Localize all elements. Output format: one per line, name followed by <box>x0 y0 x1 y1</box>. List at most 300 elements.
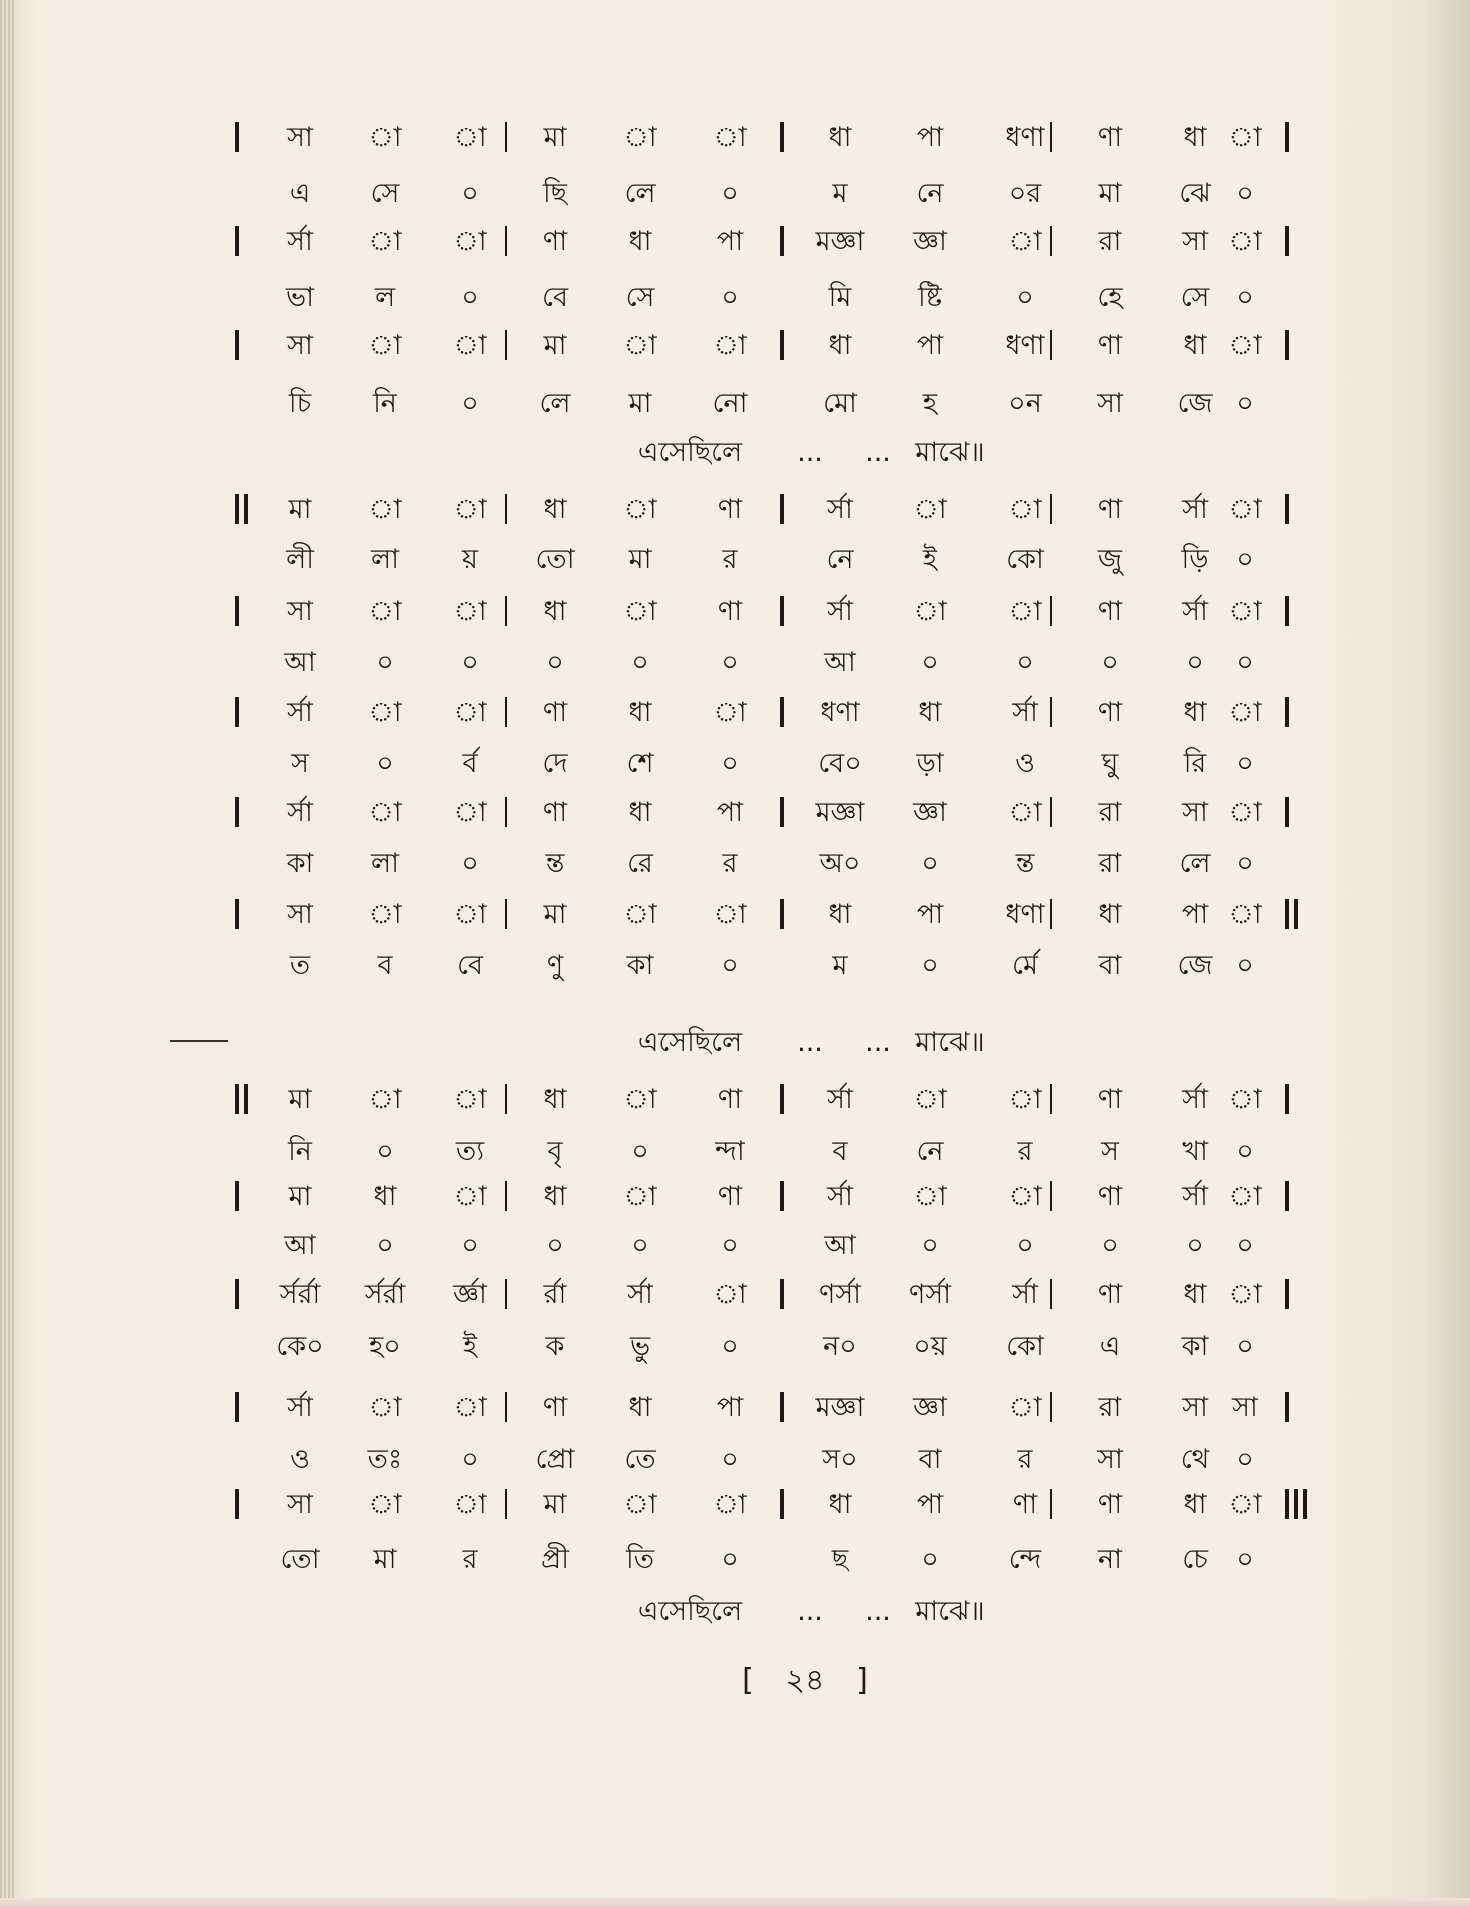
bar-line <box>235 596 239 626</box>
refrain-text: ... <box>865 1596 891 1627</box>
refrain-text: ... <box>797 437 823 468</box>
lyric-syllable: ত্য <box>455 1136 485 1167</box>
swar-note: মজ্ঞা <box>815 797 865 828</box>
page-number-value: ২৪ <box>785 1663 825 1698</box>
lyric-syllable: আ <box>824 1230 856 1261</box>
swar-note: সা <box>287 596 313 627</box>
lyric-syllable: ০ <box>1186 647 1204 678</box>
swar-note: া <box>623 330 657 361</box>
beat-divider <box>505 330 507 360</box>
swar-row <box>0 1275 1470 1315</box>
lyric-syllable: ০ <box>1101 647 1119 678</box>
swar-note: া <box>713 697 747 728</box>
swar-note: রা <box>1098 797 1122 828</box>
swar-note: া <box>453 899 487 930</box>
swar-note: ধা <box>373 1181 397 1212</box>
swar-note: ধা <box>1183 330 1207 361</box>
refrain-text: এসেছিলে <box>637 1596 743 1627</box>
lyric-syllable: ত <box>289 950 311 981</box>
swar-row <box>0 490 1470 530</box>
lyric-syllable: জু <box>1097 544 1123 575</box>
swar-note: র্সা <box>827 494 853 525</box>
swar-note: া <box>1228 1084 1262 1115</box>
swar-note: ধা <box>628 697 652 728</box>
lyric-syllable: রে <box>627 848 653 879</box>
lyric-syllable: তি <box>626 1544 654 1575</box>
lyric-syllable: ন্দে <box>1008 1544 1042 1575</box>
swar-note: ণর্সা <box>909 1279 951 1310</box>
swar-note: ণা <box>1097 330 1123 361</box>
lyric-syllable: হে <box>1097 282 1123 313</box>
lyric-syllable: কা <box>626 950 654 981</box>
swar-note: া <box>1008 596 1042 627</box>
lyric-syllable: সে <box>625 282 655 313</box>
swar-note: মা <box>288 494 312 525</box>
lyric-syllable: স <box>1101 1136 1119 1167</box>
double-bar-line <box>235 494 239 524</box>
lyric-syllable: চে <box>1182 1544 1208 1575</box>
bar-line <box>1285 1181 1289 1211</box>
lyric-syllable: ০ <box>921 647 939 678</box>
bar-line <box>235 899 239 929</box>
lyric-syllable: ০ <box>376 1136 394 1167</box>
swar-note: া <box>623 1084 657 1115</box>
lyric-syllable: ই <box>462 1331 478 1362</box>
swar-note: া <box>1228 226 1262 257</box>
swar-note: মজ্ঞা <box>815 226 865 257</box>
beat-divider <box>505 122 507 152</box>
lyric-syllable: তে <box>624 1444 656 1475</box>
lyric-syllable: ০ <box>1101 1230 1119 1261</box>
lyric-syllable: ছি <box>542 178 568 209</box>
swar-note: মজ্ঞা <box>815 1392 865 1423</box>
swar-note: র্জ্ঞা <box>453 1279 487 1310</box>
beat-divider <box>505 697 507 727</box>
swar-note: া <box>1228 596 1262 627</box>
lyric-syllable: কে০ <box>276 1331 324 1362</box>
beat-divider <box>505 1392 507 1422</box>
swar-note: সা <box>1182 1392 1208 1423</box>
swar-note: সা <box>287 899 313 930</box>
lyric-syllable: ০ <box>1236 647 1254 678</box>
swar-note: া <box>453 1489 487 1520</box>
lyric-syllable: ০ <box>1016 282 1034 313</box>
lyric-syllable: নি <box>288 1136 312 1167</box>
swar-note: সা <box>287 330 313 361</box>
swar-note: ণা <box>1097 1084 1123 1115</box>
bar-line <box>780 226 784 256</box>
beat-divider <box>505 899 507 929</box>
swar-note: া <box>453 1084 487 1115</box>
lyric-syllable: ন্ত <box>545 848 565 879</box>
swar-note: ণা <box>717 1181 743 1212</box>
swar-note: া <box>913 1084 947 1115</box>
bar-line <box>235 797 239 827</box>
lyric-syllable: নে <box>916 178 944 209</box>
lyric-syllable: প্রী <box>541 1544 569 1575</box>
swar-note: ণা <box>542 1392 568 1423</box>
swar-note: র্রা <box>543 1279 567 1310</box>
swar-note: া <box>713 330 747 361</box>
swar-row <box>0 326 1470 366</box>
double-bar-line <box>235 1084 239 1114</box>
lyric-syllable: ০ <box>921 1230 939 1261</box>
lyric-syllable: ০ <box>461 647 479 678</box>
lyric-syllable: ০ <box>1236 1331 1254 1362</box>
swar-note: া <box>1008 797 1042 828</box>
lyric-syllable: ০ <box>1236 178 1254 209</box>
lyric-syllable: ম <box>832 178 848 209</box>
lyric-syllable: ০ <box>461 1230 479 1261</box>
swar-note: া <box>913 1181 947 1212</box>
lyric-syllable: ঝে <box>1179 178 1211 209</box>
swar-note: া <box>623 494 657 525</box>
lyric-syllable: ০ <box>631 647 649 678</box>
beat-divider <box>505 596 507 626</box>
lyric-syllable: নো <box>712 388 748 419</box>
swar-note: া <box>623 596 657 627</box>
swar-note: সা <box>287 122 313 153</box>
bar-line <box>780 1084 784 1114</box>
double-bar-line <box>1303 1489 1307 1519</box>
swar-note: র্সা <box>627 1279 653 1310</box>
lyric-syllable: নে <box>916 1136 944 1167</box>
swar-note: া <box>368 1084 402 1115</box>
swar-note: া <box>713 1279 747 1310</box>
bar-line <box>780 596 784 626</box>
lyric-syllable: বে <box>457 950 483 981</box>
beat-divider <box>1050 226 1052 256</box>
lyric-syllable: কো <box>1006 544 1044 575</box>
lyric-syllable: ০য় <box>913 1331 947 1362</box>
lyric-syllable: বা <box>918 1444 942 1475</box>
lyric-syllable: মা <box>1098 178 1122 209</box>
beat-divider <box>1050 494 1052 524</box>
swar-note: ধা <box>828 1489 852 1520</box>
swar-note: া <box>1228 899 1262 930</box>
swar-note: া <box>453 596 487 627</box>
swar-row <box>0 222 1470 262</box>
swar-note: সা <box>1232 1392 1258 1423</box>
swar-row <box>0 793 1470 833</box>
lyric-syllable: ০ <box>721 1230 739 1261</box>
lyric-syllable: ০ <box>1236 544 1254 575</box>
lyric-syllable: ০ন <box>1008 388 1042 419</box>
lyric-syllable: ০ <box>1236 282 1254 313</box>
refrain-text: ... <box>865 437 891 468</box>
lyric-syllable: থে <box>1180 1444 1210 1475</box>
swar-note: া <box>368 797 402 828</box>
swar-note: া <box>453 1181 487 1212</box>
lyric-syllable: লে <box>539 388 571 419</box>
swar-row <box>0 118 1470 158</box>
swar-row <box>0 693 1470 733</box>
swar-note: া <box>913 596 947 627</box>
lyric-row <box>0 643 1470 683</box>
lyric-syllable: র <box>722 544 738 575</box>
lyric-syllable: আ <box>284 647 316 678</box>
swar-note: া <box>368 122 402 153</box>
swar-note: র্সা <box>287 226 313 257</box>
swar-note: া <box>368 1489 402 1520</box>
lyric-syllable: ব <box>832 1136 848 1167</box>
bar-line <box>235 1181 239 1211</box>
lyric-syllable: স০ <box>822 1444 858 1475</box>
swar-note: া <box>623 1489 657 1520</box>
beat-divider <box>1050 1392 1052 1422</box>
lyric-syllable: ০ <box>461 282 479 313</box>
swar-note: র্সর্রা <box>279 1279 321 1310</box>
lyric-syllable: ০ <box>721 1331 739 1362</box>
bar-line <box>1285 697 1289 727</box>
swar-note: সা <box>1182 226 1208 257</box>
swar-note: ণা <box>542 797 568 828</box>
lyric-syllable: এ <box>289 178 311 209</box>
swar-note: া <box>913 494 947 525</box>
bar-line <box>780 697 784 727</box>
swar-row <box>0 592 1470 632</box>
lyric-row <box>0 1440 1470 1480</box>
lyric-syllable: ০ <box>721 178 739 209</box>
swar-note: পা <box>916 122 944 153</box>
swar-note: া <box>623 899 657 930</box>
lyric-row <box>0 844 1470 884</box>
beat-divider <box>1050 899 1052 929</box>
swar-note: া <box>1228 494 1262 525</box>
lyric-row <box>0 1540 1470 1580</box>
lyric-syllable: রা <box>1098 848 1122 879</box>
lyric-syllable: ০ <box>1236 848 1254 879</box>
swar-note: া <box>453 697 487 728</box>
swar-note: রা <box>1098 226 1122 257</box>
double-bar-line <box>1285 1489 1289 1519</box>
lyric-syllable: র <box>462 1544 478 1575</box>
lyric-syllable: ন্ত <box>1015 848 1035 879</box>
bar-line <box>780 797 784 827</box>
lyric-syllable: ০ <box>631 1136 649 1167</box>
bar-line <box>1285 494 1289 524</box>
swar-note: া <box>368 330 402 361</box>
beat-divider <box>505 1279 507 1309</box>
beat-divider <box>505 494 507 524</box>
lyric-syllable: সা <box>1097 1444 1123 1475</box>
lyric-syllable: খা <box>1182 1136 1208 1167</box>
swar-note: া <box>1228 122 1262 153</box>
swar-note: া <box>713 1489 747 1520</box>
page-number-bracket-close: ] <box>856 1663 868 1698</box>
swar-note: া <box>453 797 487 828</box>
refrain-text: মাঝে॥ <box>915 1596 985 1627</box>
bar-line <box>1285 797 1289 827</box>
lyric-syllable: মা <box>628 544 652 575</box>
swar-note: ধা <box>1183 1489 1207 1520</box>
lyric-row <box>0 540 1470 580</box>
lyric-syllable: কা <box>1181 1331 1209 1362</box>
bar-line <box>235 330 239 360</box>
swar-note: র্সা <box>287 1392 313 1423</box>
lyric-syllable: ০ <box>1236 748 1254 779</box>
lyric-syllable: ০ <box>1236 388 1254 419</box>
lyric-syllable: জে <box>1177 950 1213 981</box>
lyric-syllable: ন্দা <box>715 1136 745 1167</box>
lyric-syllable: ০ <box>1186 1230 1204 1261</box>
lyric-syllable: ০ <box>1236 950 1254 981</box>
swar-note: া <box>1228 1279 1262 1310</box>
swar-note: মা <box>543 899 567 930</box>
beat-divider <box>505 1181 507 1211</box>
page-number-bracket-open: [ <box>742 1663 754 1698</box>
lyric-syllable: র্ব <box>462 748 478 779</box>
swar-note: া <box>1008 1084 1042 1115</box>
lyric-syllable: লা <box>371 544 399 575</box>
lyric-syllable: ল <box>374 282 396 313</box>
lyric-syllable: বে০ <box>818 748 862 779</box>
swar-note: ধা <box>628 797 652 828</box>
beat-divider <box>1050 122 1052 152</box>
swar-note: া <box>453 494 487 525</box>
page-bottom-edge <box>0 1898 1470 1908</box>
swar-note: পা <box>1181 899 1209 930</box>
lyric-row <box>0 278 1470 318</box>
lyric-syllable: মা <box>628 388 652 419</box>
swar-note: ধা <box>918 697 942 728</box>
lyric-syllable: ব <box>377 950 393 981</box>
lyric-syllable: ও <box>1015 748 1035 779</box>
bar-line <box>780 330 784 360</box>
bar-line <box>780 122 784 152</box>
double-bar-line <box>1294 899 1298 929</box>
bar-line <box>235 1489 239 1519</box>
lyric-syllable: আ <box>824 647 856 678</box>
swar-note: র্সা <box>1182 1181 1208 1212</box>
swar-note: মা <box>288 1084 312 1115</box>
swar-note: ধা <box>543 596 567 627</box>
lyric-syllable: লা <box>371 848 399 879</box>
lyric-syllable: ০ <box>376 647 394 678</box>
swar-note: ধা <box>628 1392 652 1423</box>
swar-note: ধা <box>1183 697 1207 728</box>
swar-note: র্সা <box>1012 697 1038 728</box>
lyric-syllable: তো <box>280 1544 320 1575</box>
margin-pencil-mark <box>170 1040 228 1042</box>
lyric-syllable: ০ <box>921 1544 939 1575</box>
lyric-syllable: ষ্টি <box>918 282 942 313</box>
bar-line <box>1285 226 1289 256</box>
swar-note: পা <box>916 899 944 930</box>
double-bar-line <box>244 1084 248 1114</box>
beat-divider <box>505 1084 507 1114</box>
swar-note: ণা <box>1097 1181 1123 1212</box>
lyric-syllable: ০র <box>1008 178 1042 209</box>
beat-divider <box>1050 1084 1052 1114</box>
double-bar-line <box>244 494 248 524</box>
swar-note: র্সা <box>1012 1279 1038 1310</box>
beat-divider <box>505 797 507 827</box>
swar-note: া <box>1228 697 1262 728</box>
lyric-syllable: ০ <box>921 848 939 879</box>
swar-note: সা <box>1182 797 1208 828</box>
swar-note: া <box>623 122 657 153</box>
swar-note: া <box>1228 1489 1262 1520</box>
bar-line <box>235 697 239 727</box>
lyric-syllable: র্মে <box>1012 950 1038 981</box>
lyric-syllable: কো <box>1006 1331 1044 1362</box>
lyric-syllable: ০ <box>721 950 739 981</box>
swar-note: র্সা <box>287 797 313 828</box>
lyric-syllable: ০ <box>721 748 739 779</box>
swar-note: ধা <box>543 1181 567 1212</box>
lyric-syllable: অ০ <box>819 848 861 879</box>
lyric-syllable: আ <box>284 1230 316 1261</box>
lyric-row <box>0 384 1470 424</box>
swar-note: ণর্সা <box>819 1279 861 1310</box>
swar-note: ধা <box>828 122 852 153</box>
bar-line <box>1285 596 1289 626</box>
lyric-syllable: ও <box>290 1444 310 1475</box>
bar-line <box>780 494 784 524</box>
lyric-row <box>0 946 1470 986</box>
lyric-syllable: ভু <box>629 1331 651 1362</box>
beat-divider <box>505 1489 507 1519</box>
bar-line <box>780 899 784 929</box>
swar-note: ধণা <box>820 697 860 728</box>
swar-note: া <box>453 122 487 153</box>
lyric-syllable: ক <box>545 1331 565 1362</box>
bar-line <box>780 1392 784 1422</box>
swar-note: মা <box>543 1489 567 1520</box>
beat-divider <box>1050 1279 1052 1309</box>
swar-note: জ্ঞা <box>913 1392 947 1423</box>
lyric-row <box>0 174 1470 214</box>
lyric-syllable: নি <box>373 388 397 419</box>
lyric-syllable: ০ <box>461 848 479 879</box>
swar-note: র্সা <box>1182 494 1208 525</box>
swar-note: ধণা <box>1005 122 1045 153</box>
swar-note: া <box>1228 797 1262 828</box>
swar-note: র্সা <box>1182 1084 1208 1115</box>
swar-note: মা <box>288 1181 312 1212</box>
swar-note: া <box>453 226 487 257</box>
swar-note: জ্ঞা <box>913 226 947 257</box>
lyric-syllable: তো <box>535 544 575 575</box>
swar-note: ধা <box>828 899 852 930</box>
swar-note: ধা <box>543 1084 567 1115</box>
page-number <box>0 1656 1470 1706</box>
refrain-text: ... <box>797 1027 823 1058</box>
beat-divider <box>1050 1181 1052 1211</box>
lyric-syllable: দে <box>542 748 568 779</box>
lyric-syllable: ভা <box>286 282 314 313</box>
swar-note: া <box>1228 330 1262 361</box>
lyric-syllable: ০ <box>721 1444 739 1475</box>
swar-note: া <box>453 1392 487 1423</box>
lyric-syllable: কা <box>286 848 314 879</box>
bar-line <box>1285 1279 1289 1309</box>
beat-divider <box>1050 330 1052 360</box>
swar-note: ণা <box>542 226 568 257</box>
lyric-syllable: ০ <box>1016 647 1034 678</box>
swar-note: ধণা <box>1005 330 1045 361</box>
bar-line <box>235 122 239 152</box>
refrain-text: ... <box>797 1596 823 1627</box>
swar-note: ধা <box>1183 122 1207 153</box>
lyric-syllable: ০ <box>376 748 394 779</box>
lyric-syllable: য় <box>462 544 478 575</box>
swar-note: জ্ঞা <box>913 797 947 828</box>
lyric-syllable: জে <box>1177 388 1213 419</box>
bar-line <box>780 1489 784 1519</box>
swar-note: ধা <box>543 494 567 525</box>
